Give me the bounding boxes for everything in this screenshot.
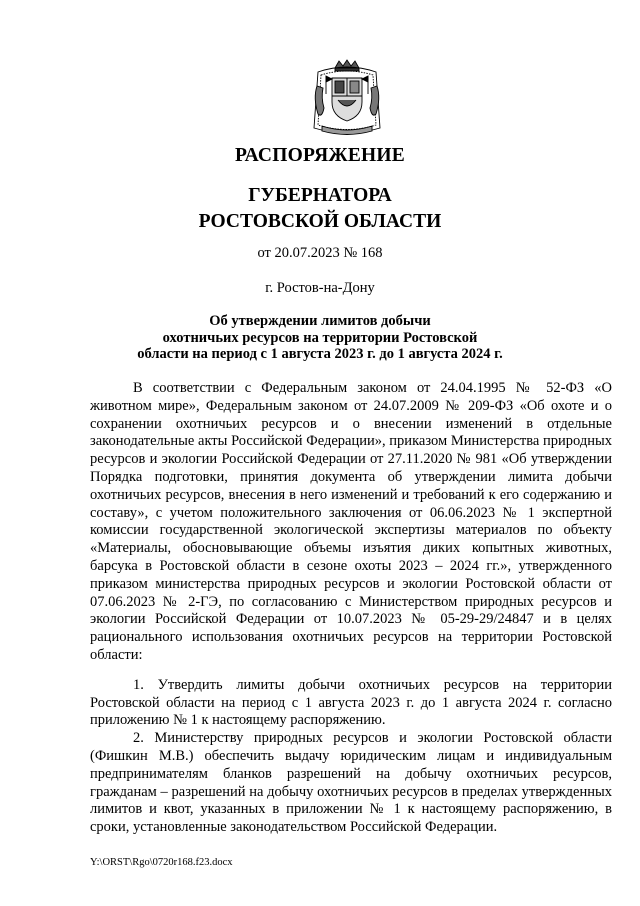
issuer-line-1: ГУБЕРНАТОРА	[248, 185, 392, 206]
coat-of-arms-graphic	[308, 58, 386, 138]
issuer-title	[0, 183, 640, 235]
item-1-paragraph: 1. Утвердить лимиты добычи охотничьих ресурсов на территории Ростовской области на период с 1 августа 2023 г. до 1 августа 2024 г. согласно приложению № 1 к настоящему распоряжению.	[90, 676, 612, 729]
coat-of-arms-icon	[308, 58, 386, 138]
document-body	[90, 380, 612, 837]
document-type: РАСПОРЯЖЕНИЕ	[235, 145, 405, 166]
preamble-paragraph: В соответствии с Федеральным законом от 24.04.1995 № 52-ФЗ «О животном мире», Федеральным законом от 24.07.2009 № 209-ФЗ «Об охоте и о сохранении охотничьих ресурсов и о внесении изменений в отдельные законодательные акты Российской Федерации», приказом Министерства природных ресурсов и экологии Российской Федерации от 27.11.2020 № 981 «Об утверждении Порядка подготовки, принятия документа об утверждении лимита добычи охотничьих ресурсов, внесения в него изменений и требований к его содержанию и составу», с учетом положительного заключения от 06.06.2023 № 1 экспертной комиссии государственной экологической экспертизы материалов по объекту «Материалы, обосновывающие объемы изъятия диких копытных животных, барсука в Ростовской области в сезоне охоты 2023 – 2024 гг.», утвержденного приказом министерства природных ресурсов и экологии Ростовской области от 07.06.2023 № 2-ГЭ, по согласованию с Министерством природных ресурсов и экологии Российской Федерации от 10.07.2023 № 05-29-29/24847 и в целях рационального использования охотничьих ресурсов на территории Ростовской области:	[90, 380, 612, 663]
subject-line-3: области на период с 1 августа 2023 г. до 1 августа 2024 г.	[137, 346, 503, 362]
issuer-line-2: РОСТОВСКОЙ ОБЛАСТИ	[198, 211, 442, 232]
city: г. Ростов-на-Дону	[265, 280, 375, 296]
document-subject	[0, 313, 640, 363]
item-2-paragraph: 2. Министерству природных ресурсов и экологии Ростовской области (Фишкин М.В.) обеспечить выдачу юридическим лицам и индивидуальным предпринимателям бланков разрешений на добычу охотничьих ресурсов, гражданам – разрешений на добычу охотничьих ресурсов в пределах утвержденных лимитов и квот, указанных в приложении № 1 к настоящему распоряжению, в сроки, установленные законодательством Российской Федерации.	[90, 730, 612, 836]
date-number: от 20.07.2023 № 168	[257, 245, 383, 261]
subject-line-1: Об утверждении лимитов добычи	[209, 313, 431, 329]
file-path-footer: Y:\ORST\Rgo\0720r168.f23.docx	[90, 857, 233, 868]
subject-line-2: охотничьих ресурсов на территории Ростовской	[162, 329, 478, 346]
